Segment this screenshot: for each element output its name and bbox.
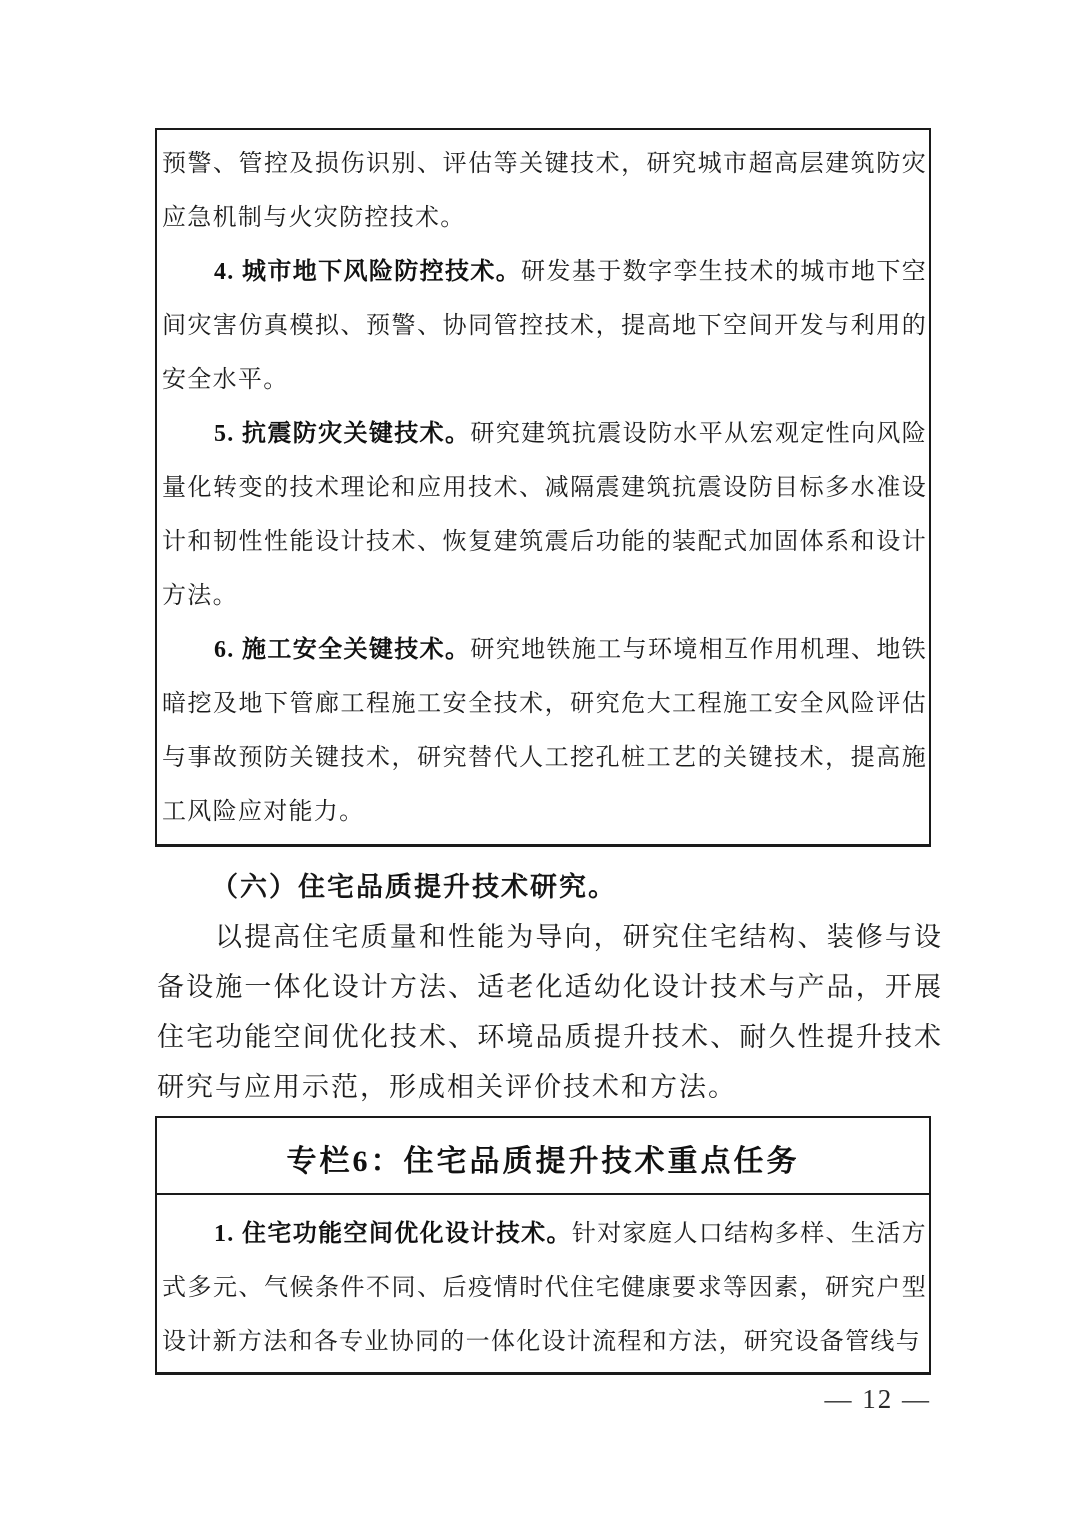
paragraph-text: 预警、管控及损伤识别、评估等关键技术，研究城市超高层建筑防灾应急机制与火灾防控技术。: [162, 151, 927, 231]
section-6-heading: （六）住宅品质提升技术研究。: [211, 872, 617, 902]
box-paragraph: [162, 1207, 927, 1369]
page-number: — 12 —: [824, 1384, 931, 1414]
column-6-box: [155, 1116, 931, 1375]
column-6-box-title: 专栏6：住宅品质提升技术重点任务: [157, 1118, 929, 1195]
paragraph-text: 研究建筑抗震设防水平从宏观定性向风险量化转变的技术理论和应用技术、减隔震建筑抗震设防目标多水准设计和韧性性能设计技术、恢复建筑震后功能的装配式加固体系和设计方法。: [162, 421, 927, 609]
paragraph-text: 研发基于数字孪生技术的城市地下空间灾害仿真模拟、预警、协同管控技术，提高地下空间开发与利用的安全水平。: [162, 259, 927, 393]
box-paragraph: [162, 407, 927, 623]
paragraph-text: 研究地铁施工与环境相互作用机理、地铁暗挖及地下管廊工程施工安全技术，研究危大工程施工安全风险评估与事故预防关键技术，研究替代人工挖孔桩工艺的关键技术，提高施工风险应对能力。: [162, 637, 927, 825]
box-paragraph: [162, 623, 927, 839]
paragraph-bold-lead: 1. 住宅功能空间优化设计技术。: [214, 1221, 572, 1247]
paragraph-bold-lead: 5. 抗震防灾关键技术。: [214, 421, 471, 447]
box-paragraph: [162, 245, 927, 407]
key-tasks-continuation-box: [155, 128, 931, 847]
box-paragraph: [162, 137, 927, 245]
paragraph-bold-lead: 4. 城市地下风险防控技术。: [214, 259, 522, 285]
section-6-paragraph: 以提高住宅质量和性能为导向，研究住宅结构、装修与设备设施一体化设计方法、适老化适幼化设计技术与产品，开展住宅功能空间优化技术、环境品质提升技术、耐久性提升技术研究与应用示范，形成相关评价技术和方法。: [157, 922, 943, 1102]
paragraph-bold-lead: 6. 施工安全关键技术。: [214, 637, 471, 663]
column-6-box-body: [157, 1195, 929, 1369]
paragraph-text: 针对家庭人口结构多样、生活方式多元、气候条件不同、后疫情时代住宅健康要求等因素，研究户型设计新方法和各专业协同的一体化设计流程和方法，研究设备管线与: [162, 1221, 927, 1355]
